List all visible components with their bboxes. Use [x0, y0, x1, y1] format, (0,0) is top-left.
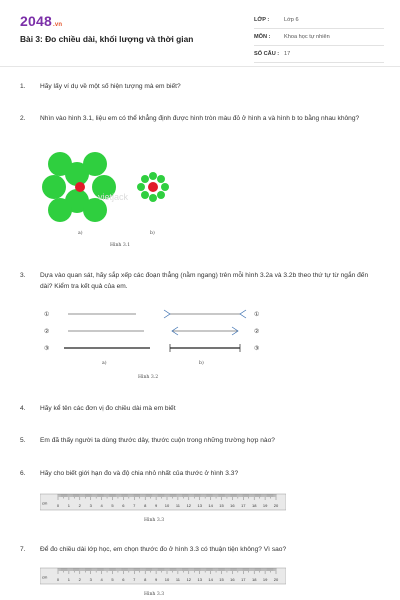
- lesson-meta: [254, 16, 384, 67]
- fig32-caption: Hình 3.2: [138, 375, 159, 380]
- ruler-number: 5: [111, 503, 114, 508]
- fig32-b-marker-2: ②: [254, 329, 260, 335]
- fig31-label-a: a): [78, 231, 83, 236]
- ruler-number: 9: [154, 577, 158, 582]
- ruler-unit: cm: [42, 500, 48, 506]
- figure-3-3-ruler-2: [40, 564, 286, 600]
- ruler-number: 10: [164, 503, 170, 508]
- ruler-number: 18: [251, 503, 257, 508]
- ruler-ticks: [58, 494, 276, 500]
- ruler-number: 12: [186, 577, 192, 582]
- ruler-number: 3: [89, 503, 92, 508]
- fig32-a-marker-1: ①: [44, 312, 50, 318]
- lesson-title: Bài 3: Đo chiều dài, khối lượng và thời gian: [20, 34, 194, 44]
- page-header: [0, 0, 400, 67]
- ruler-unit: cm: [42, 574, 48, 580]
- fig32-b-marker-3: ③: [254, 346, 260, 352]
- fig31-label-b: b): [150, 231, 155, 236]
- ruler-caption: Hình 3.3: [144, 518, 165, 523]
- ruler-number: 17: [241, 577, 246, 582]
- fig32-label-a: a): [102, 361, 107, 366]
- ruler-number: 3: [89, 577, 92, 582]
- fig32-b-line-1: [164, 310, 246, 318]
- ruler-number: 2: [78, 577, 81, 582]
- ruler-body: [40, 494, 286, 510]
- ruler-number: 11: [175, 503, 180, 508]
- ruler-number: 20: [273, 577, 279, 582]
- ruler-number: 13: [197, 577, 202, 582]
- fig32-b-marker-1: ①: [254, 312, 260, 318]
- ruler-number: 19: [262, 503, 268, 508]
- ruler-number: 16: [230, 503, 235, 508]
- ruler-number: 7: [133, 577, 136, 582]
- site-logo[interactable]: 2048.vn: [20, 13, 63, 29]
- ruler-number: 8: [144, 577, 147, 582]
- meta-row-class: LỚP : Lớp 6: [254, 16, 384, 29]
- ruler-number: 0: [56, 503, 60, 508]
- figure-3-2: [44, 306, 284, 386]
- ruler-number: 17: [241, 503, 246, 508]
- ruler-number: 6: [122, 503, 125, 508]
- ruler-ticks: [58, 568, 276, 574]
- ruler-number: 1: [67, 503, 71, 508]
- ruler-number: 20: [273, 503, 279, 508]
- ruler-number: 6: [122, 577, 125, 582]
- fig31-a-red-circle: [75, 182, 85, 192]
- ruler-number: 13: [197, 503, 202, 508]
- ruler-number: 14: [208, 577, 213, 582]
- ruler-number: 15: [219, 577, 224, 582]
- ruler-number: 0: [56, 577, 60, 582]
- meta-row-subject: MÔN : Khoa học tự nhiên: [254, 33, 384, 46]
- ruler-number: 19: [262, 577, 268, 582]
- ruler-number: 8: [144, 503, 147, 508]
- ruler-number: 11: [175, 577, 180, 582]
- ruler-number: 2: [78, 503, 81, 508]
- ruler-number: 9: [154, 503, 158, 508]
- ruler-number: 15: [219, 503, 224, 508]
- ruler-caption: Hình 3.3: [144, 592, 165, 597]
- fig32-b-line-3: [170, 344, 240, 352]
- fig32-a-marker-3: ③: [44, 346, 50, 352]
- ruler-number: 5: [111, 577, 114, 582]
- fig32-b-line-2: [172, 327, 238, 335]
- figure-3-1: [40, 150, 180, 250]
- fig31-watermark: vietjack: [98, 192, 129, 202]
- fig31-b-red-circle: [148, 182, 158, 192]
- figure-3-3-ruler-1: [40, 490, 286, 526]
- fig31-caption: Hình 3.1: [110, 243, 131, 248]
- ruler-number: 12: [186, 503, 192, 508]
- ruler-number: 1: [67, 577, 71, 582]
- ruler-number: 10: [164, 577, 170, 582]
- meta-row-count: SỐ CÂU : 17: [254, 50, 384, 63]
- ruler-body: [40, 568, 286, 584]
- ruler-number: 14: [208, 503, 213, 508]
- ruler-number: 7: [133, 503, 136, 508]
- ruler-number: 4: [100, 503, 103, 508]
- fig32-label-b: b): [199, 361, 204, 366]
- ruler-number: 18: [251, 577, 257, 582]
- ruler-number: 4: [100, 577, 103, 582]
- fig32-a-marker-2: ②: [44, 329, 50, 335]
- ruler-number: 16: [230, 577, 235, 582]
